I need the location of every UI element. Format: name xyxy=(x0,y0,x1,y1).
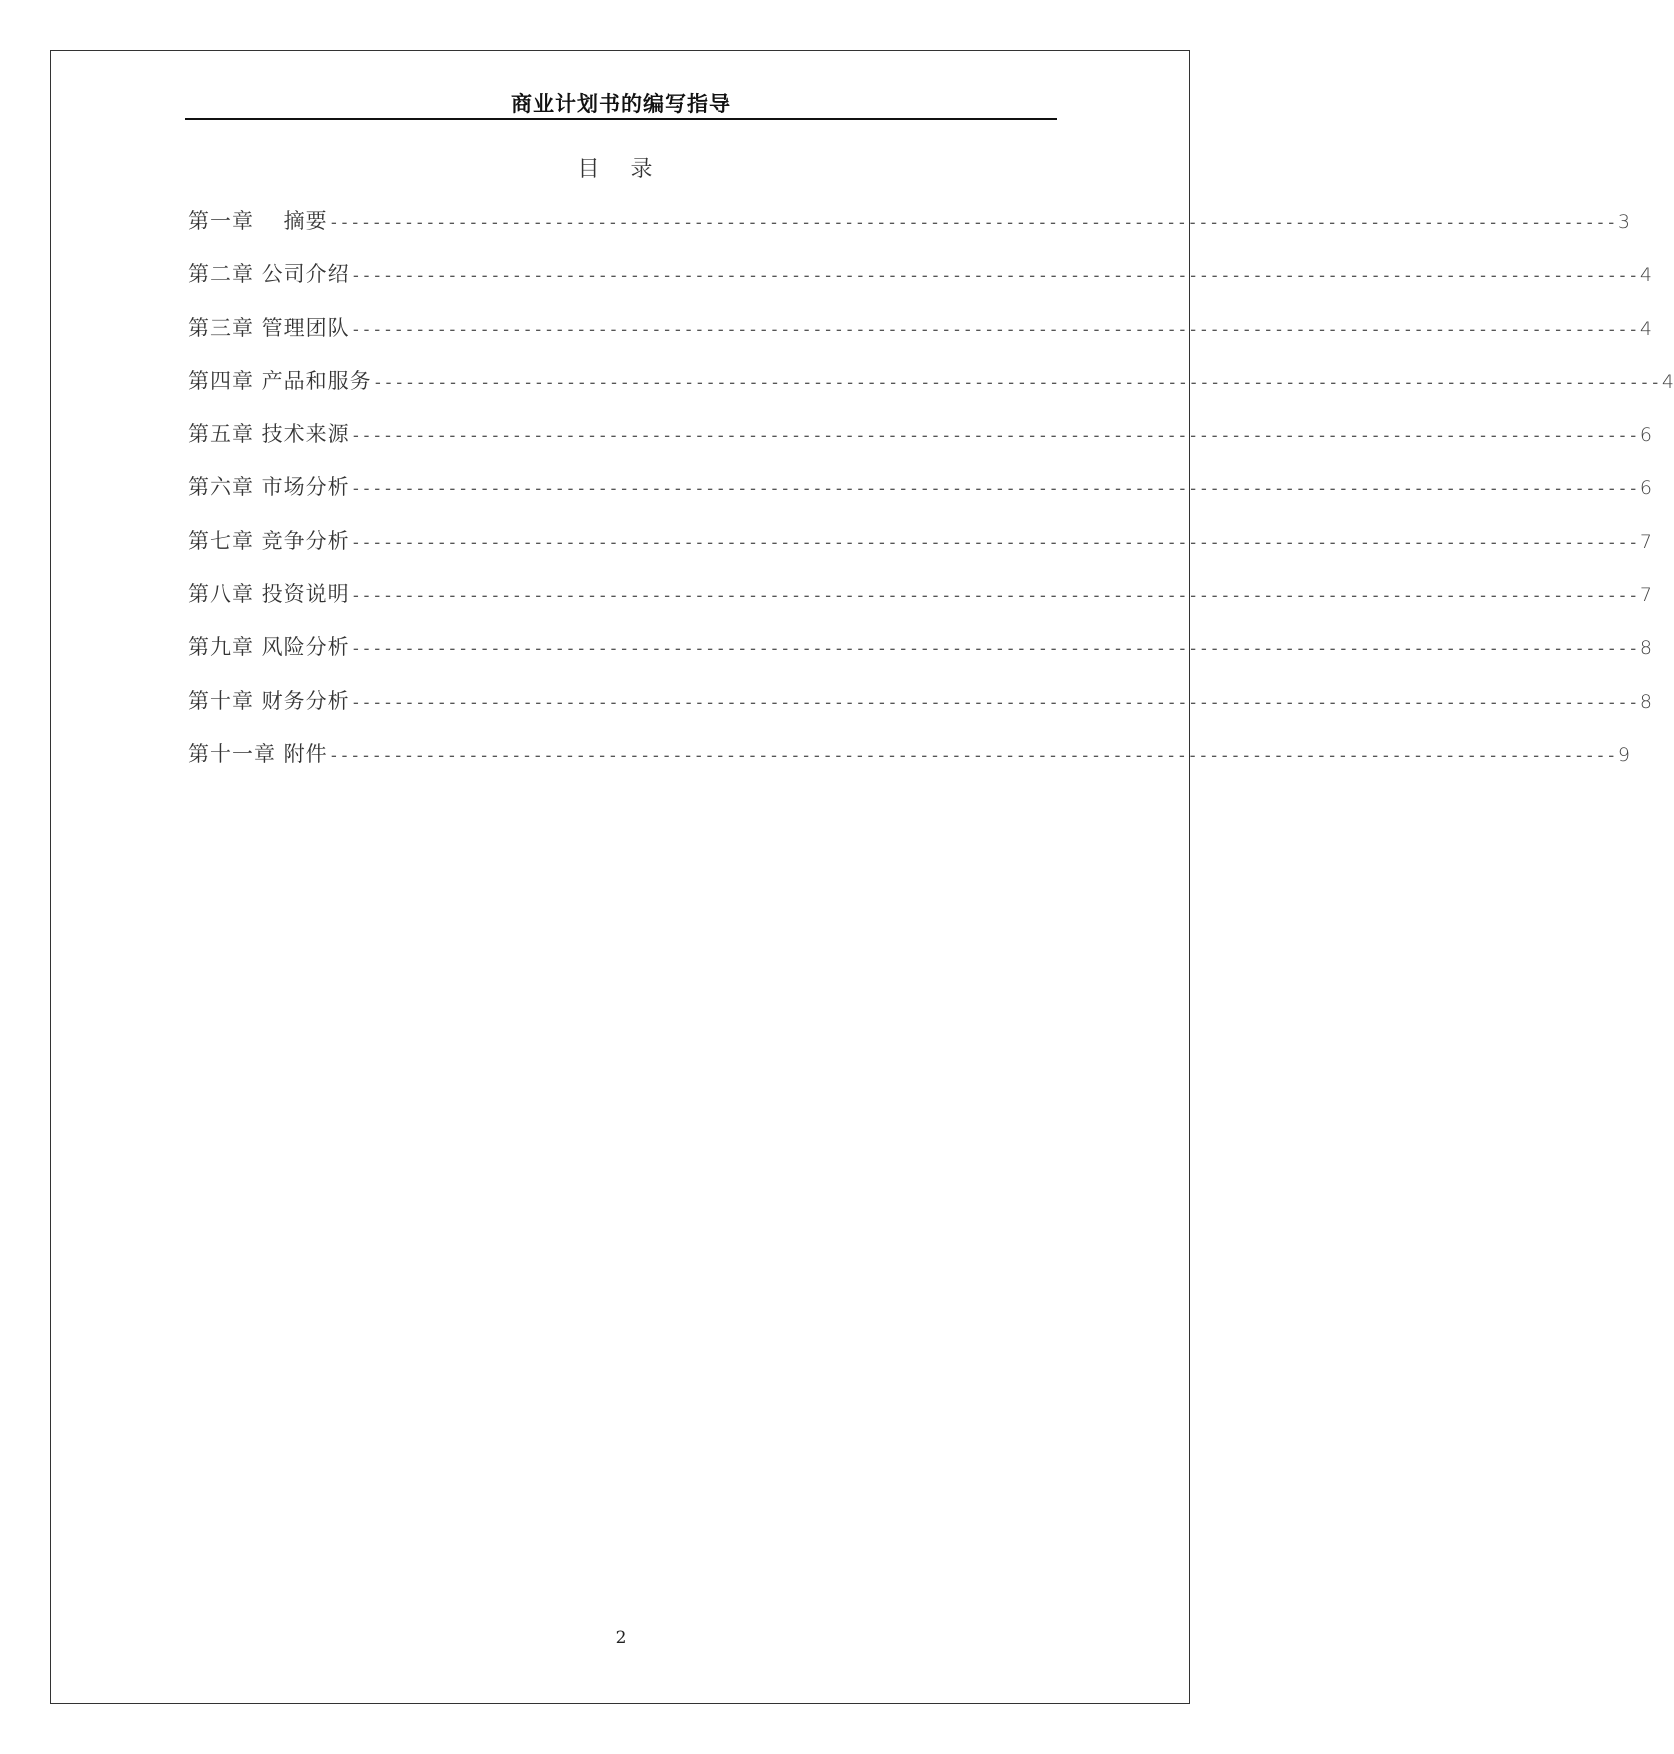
toc-leader-dashes: ------------------------------------------------------------------------------------------------------------------------ xyxy=(350,479,1639,500)
toc-entry-label: 第三章 管理团队 xyxy=(188,315,350,340)
toc-title: 目 录 xyxy=(577,157,665,182)
toc-leader-dashes: ------------------------------------------------------------------------------------------------------------------------ xyxy=(350,532,1639,553)
toc-entry-page: 6 xyxy=(1639,477,1652,500)
toc-entry-chapter-4[interactable] xyxy=(188,365,1674,418)
toc-leader-dashes: ------------------------------------------------------------------------------------------------------------------------ xyxy=(372,372,1661,393)
toc-entry-page: 7 xyxy=(1639,584,1652,607)
toc-entry-label: 第二章 公司介绍 xyxy=(188,262,350,287)
toc-entry-page: 8 xyxy=(1639,637,1652,660)
toc-entry-chapter-6[interactable] xyxy=(188,471,1652,524)
toc-entry-page: 9 xyxy=(1617,743,1630,766)
toc-entry-chapter-2[interactable] xyxy=(188,258,1652,311)
toc-leader-dashes: ------------------------------------------------------------------------------------------------------------------------ xyxy=(350,692,1639,713)
toc-entry-page: 7 xyxy=(1639,530,1652,553)
toc-entry-page: 6 xyxy=(1639,424,1652,447)
toc-entry-page: 8 xyxy=(1639,690,1652,713)
toc-entry-chapter-1[interactable] xyxy=(188,205,1630,258)
toc-entry-label: 第十一章 附件 xyxy=(188,741,328,766)
running-header: 商业计划书的编写指导 xyxy=(511,92,731,116)
toc-leader-dashes: ------------------------------------------------------------------------------------------------------------------------ xyxy=(350,426,1639,447)
toc-entry-label: 第十章 财务分析 xyxy=(188,688,350,713)
header-rule xyxy=(185,118,1057,120)
toc-entry-page: 3 xyxy=(1617,211,1630,233)
toc-entry-page: 4 xyxy=(1661,370,1674,393)
toc-leader-dashes: ------------------------------------------------------------------------------------------------------------------------ xyxy=(350,586,1639,607)
toc-entry-chapter-7[interactable] xyxy=(188,525,1652,578)
toc-entry-chapter-9[interactable] xyxy=(188,631,1652,684)
toc-entry-label: 第四章 产品和服务 xyxy=(188,368,372,393)
table-of-contents xyxy=(188,205,1674,791)
toc-leader-dashes: ------------------------------------------------------------------------------------------------------------------------ xyxy=(328,213,1617,233)
toc-entry-label: 第一章 摘要 xyxy=(188,209,328,233)
toc-leader-dashes: ------------------------------------------------------------------------------------------------------------------------ xyxy=(350,266,1639,287)
toc-entry-page: 4 xyxy=(1639,317,1652,340)
toc-entry-chapter-5[interactable] xyxy=(188,418,1652,471)
toc-leader-dashes: ------------------------------------------------------------------------------------------------------------------------ xyxy=(328,745,1617,766)
toc-entry-chapter-11[interactable] xyxy=(188,738,1630,791)
toc-leader-dashes: ------------------------------------------------------------------------------------------------------------------------ xyxy=(350,319,1639,340)
toc-entry-chapter-3[interactable] xyxy=(188,312,1652,365)
page-number: 2 xyxy=(615,1628,627,1648)
toc-entry-label: 第七章 竞争分析 xyxy=(188,528,350,553)
toc-entry-label: 第五章 技术来源 xyxy=(188,422,350,447)
toc-entry-label: 第八章 投资说明 xyxy=(188,582,350,607)
toc-entry-label: 第六章 市场分析 xyxy=(188,475,350,500)
toc-entry-chapter-8[interactable] xyxy=(188,578,1652,631)
toc-entry-chapter-10[interactable] xyxy=(188,685,1652,738)
toc-entry-page: 4 xyxy=(1639,264,1652,287)
toc-entry-label: 第九章 风险分析 xyxy=(188,635,350,660)
toc-leader-dashes: ------------------------------------------------------------------------------------------------------------------------ xyxy=(350,639,1639,660)
